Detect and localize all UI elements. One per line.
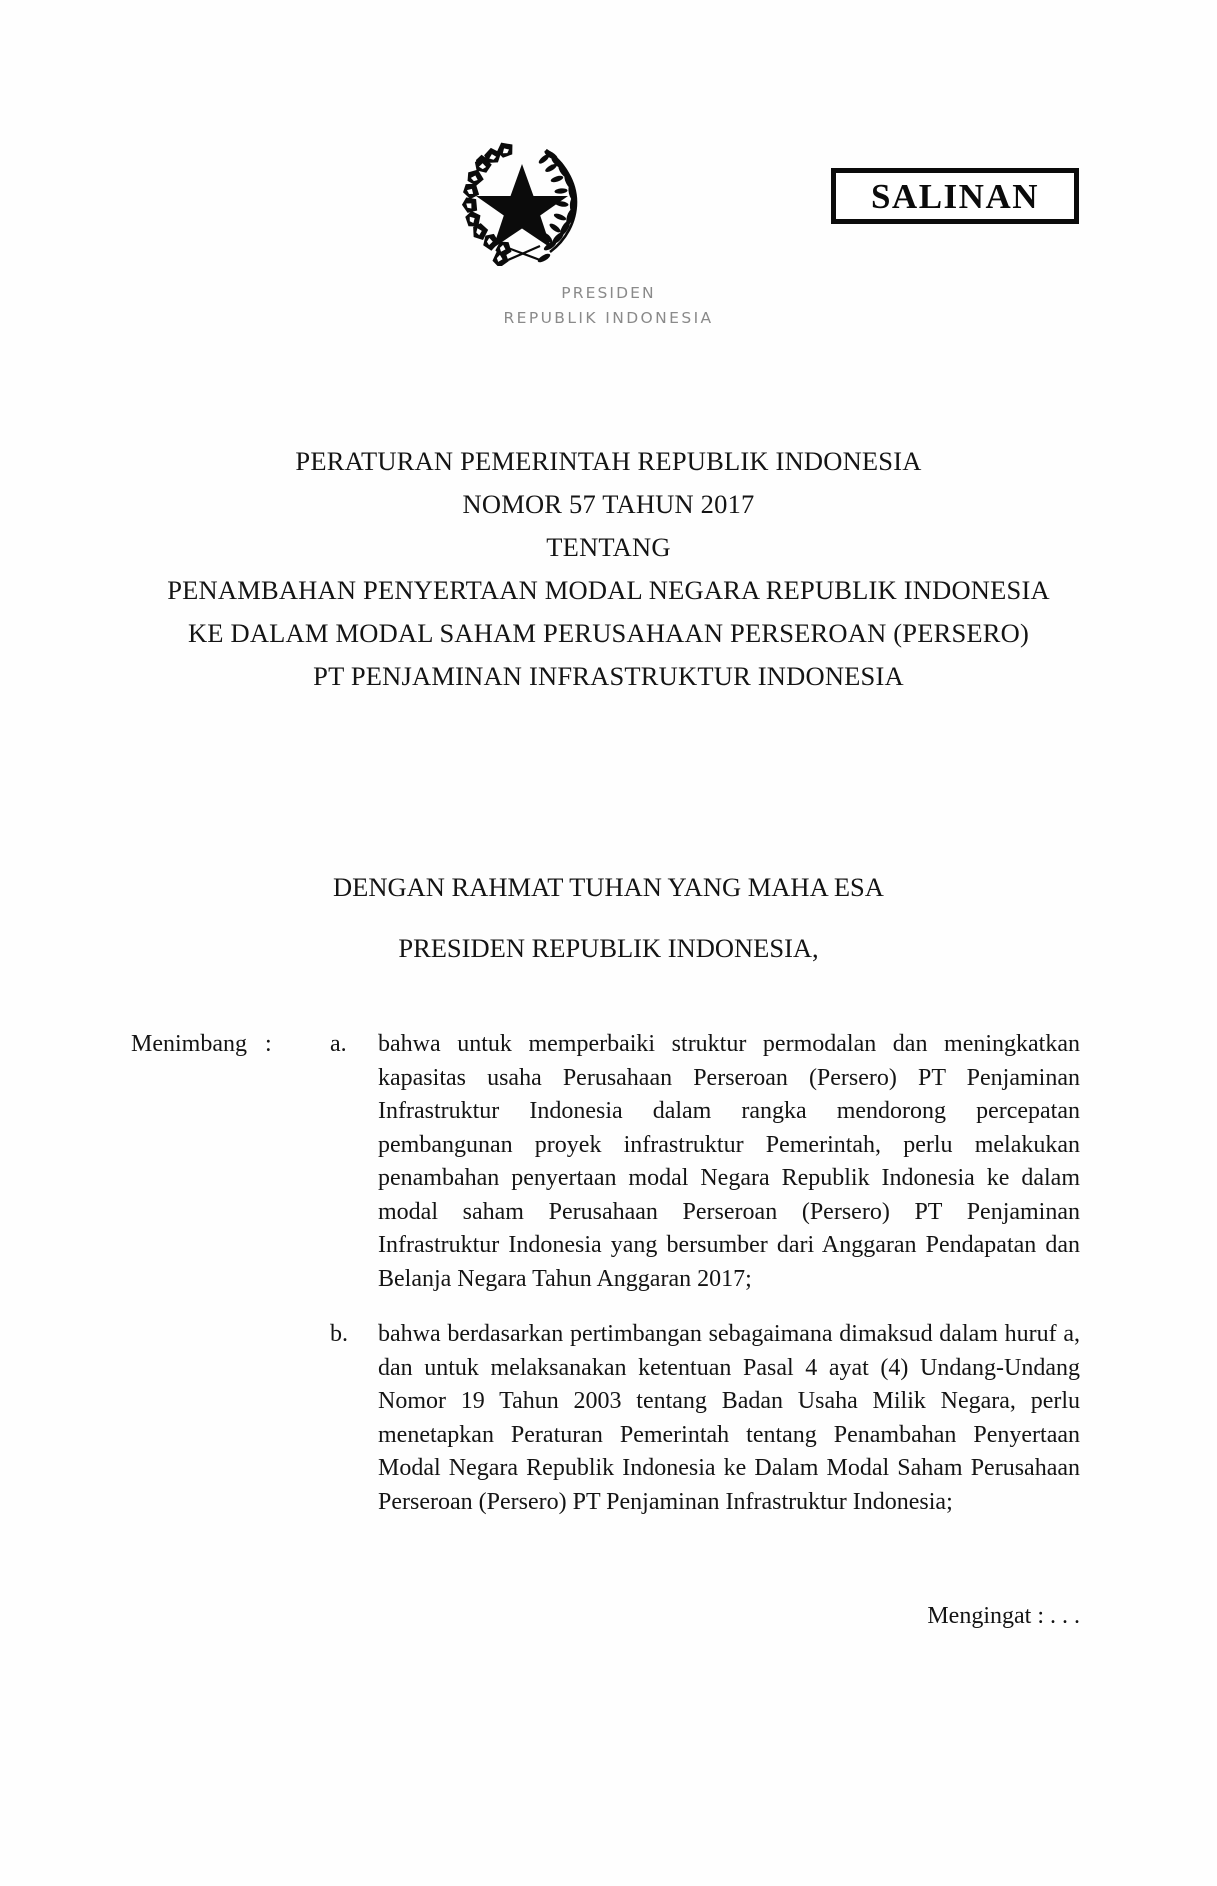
consideration-text-a: bahwa untuk memperbaiki struktur permodalan dan meningkatkan kapasitas usaha Perusahaan Perseroan (Persero) PT Penjaminan Infrastruktur Indonesia dalam rangka mendorong percepatan pembangunan proyek infrastruktur Pemerintah, perlu melakukan penambahan penyertaan modal Negara Republik Indonesia ke dalam modal saham Perusahaan Perseroan (Persero) PT Penjaminan Infrastruktur Indonesia yang bersumber dari Anggaran Pendapatan dan Belanja Negara Tahun Anggaran 2017; [378,1031,1080,1292]
document-title-block [0,440,1217,698]
considerations-colon: : [265,1031,272,1057]
document-header [0,118,1217,368]
consideration-item-a [0,1028,1217,1296]
title-line-3: TENTANG [546,532,671,562]
seal-caption-line-1: PRESIDEN [561,284,656,302]
considerations-block [0,1028,1217,1541]
authority-line-2: PRESIDEN REPUBLIK INDONESIA, [398,933,819,963]
salinan-stamp-label: SALINAN [870,176,1040,216]
seal-caption-line-2: REPUBLIK INDONESIA [503,309,714,327]
title-line-4: PENAMBAHAN PENYERTAAN MODAL NEGARA REPUBLIK INDONESIA [167,575,1050,605]
page-catchword: Mengingat : . . . [927,1603,1080,1629]
seal-caption [0,281,1217,331]
consideration-text-b: bahwa berdasarkan pertimbangan sebagaimana dimaksud dalam huruf a, dan untuk melaksanakan ketentuan Pasal 4 ayat (4) Undang-Undang Nomor 19 Tahun 2003 tentang Badan Usaha Milik Negara, perlu menetapkan Peraturan Pemerintah tentang Penambahan Penyertaan Modal Negara Republik Indonesia ke Dalam Modal Saham Perusahaan Perseroan (Persero) PT Penjaminan Infrastruktur Indonesia; [378,1321,1080,1515]
title-line-5: KE DALAM MODAL SAHAM PERUSAHAAN PERSEROAN (PERSERO) [187,618,1030,648]
consideration-marker-a: a. [330,1031,347,1057]
consideration-marker-b: b. [330,1321,348,1347]
title-line-2: NOMOR 57 TAHUN 2017 [462,489,755,519]
consideration-item-b [0,1318,1217,1519]
title-line-1: PERATURAN PEMERINTAH REPUBLIK INDONESIA [295,446,922,476]
garuda-star-wreath-seal-icon [456,138,588,266]
authority-line-1: DENGAN RAHMAT TUHAN YANG MAHA ESA [333,872,884,902]
title-line-6: PT PENJAMINAN INFRASTRUKTUR INDONESIA [313,661,904,691]
considerations-label: Menimbang [131,1031,247,1057]
salinan-stamp [831,168,1079,224]
authority-block [0,857,1217,979]
